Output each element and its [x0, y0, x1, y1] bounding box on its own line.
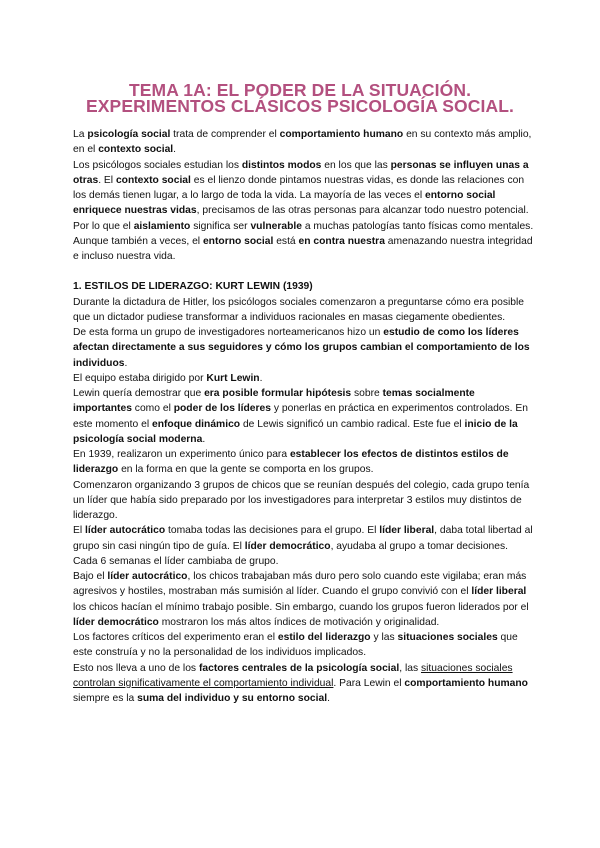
document-body	[73, 127, 535, 706]
text-run: en la forma en que la gente se comporta en los grupos.	[118, 464, 374, 476]
text-run: El equipo estaba dirigido por	[73, 372, 207, 384]
text-run: .	[327, 693, 330, 704]
bold-term: en contra nuestra	[298, 235, 385, 247]
text-run: De esta forma un grupo de investigadores norteamericanos hizo un	[73, 327, 384, 338]
bold-term: líder liberal	[379, 525, 435, 537]
bold-term: temas socialmente importantes	[73, 388, 475, 415]
text-run: siempre es la	[73, 693, 138, 704]
text-run: Los factores críticos del experimento eran el	[73, 632, 278, 643]
bold-term: personas se influyen unas a otras	[73, 159, 529, 186]
text-run: en los que las	[321, 159, 391, 171]
text-run: .	[259, 372, 263, 384]
text-run: El	[73, 525, 86, 537]
bold-term: estudio de como los líderes afectan directamente a sus seguidores y cómo los grupos cambian el comportamiento de los individuos	[73, 327, 530, 369]
text-run: sobre	[351, 388, 383, 399]
text-run: .	[124, 357, 128, 369]
bold-term: líder autocrático	[85, 525, 166, 537]
bold-term: comportamiento humano	[279, 129, 404, 140]
bold-term: vulnerable	[250, 220, 302, 232]
document-title-line-2: EXPERIMENTOS CLÁSICOS PSICOLOGÍA SOCIAL.	[86, 96, 514, 116]
text-run: , precisamos de las otras personas para alcanzar todo nuestro potencial. Por lo que el	[73, 205, 529, 232]
intro-paragraph-3	[73, 234, 535, 265]
text-run: está	[273, 235, 299, 247]
text-run: . El	[98, 174, 116, 186]
bold-term: situaciones sociales	[397, 632, 498, 643]
bold-term: poder de los líderes	[173, 403, 271, 415]
bold-term: era posible formular hipótesis	[204, 388, 352, 399]
bold-term: psicología social	[87, 129, 171, 140]
bold-term: entorno social	[202, 235, 274, 247]
text-run: Bajo el	[73, 571, 108, 582]
text-run: En 1939, realizaron un experimento único para	[73, 449, 290, 460]
text-run: y ponerlas en práctica en experimentos controlados. En este momento el	[73, 403, 528, 430]
bold-term: comportamiento humano	[404, 677, 528, 689]
document-title-line-1: TEMA 1A: EL PODER DE LA SITUACIÓN.	[128, 80, 472, 100]
text-run: La	[73, 129, 88, 140]
bold-term: contexto social	[115, 174, 191, 186]
bold-term: Kurt Lewin	[206, 372, 260, 384]
intro-paragraph-2	[73, 158, 535, 234]
text-run: Durante la dictadura de Hitler, los psicólogos sociales comenzaron a preguntarse cómo era posible que un dictador pudiese transformar a individuos racionales en masas ciegamente obedientes.	[73, 296, 525, 323]
text-run: Comenzaron organizando 3 grupos de chicos que se reunían después del colegio, cada grupo tenía un líder que había sido preparado por los investigadores para interpretar 3 estilos muy distintos de liderazgo.	[73, 479, 530, 521]
section-paragraph-9	[73, 630, 535, 661]
bold-term: establecer los efectos de distintos estilos de liderazgo	[73, 449, 509, 476]
bold-term: estilo del liderazgo	[277, 632, 371, 643]
text-run: de Lewis significó un cambio radical. Este fue el	[240, 418, 465, 430]
text-run: y las	[370, 632, 398, 643]
text-run: en su contexto más amplio, en el	[73, 129, 532, 156]
section-paragraph-4	[73, 386, 535, 447]
text-run: es el lienzo donde pintamos nuestras vidas, es donde las relaciones con los demás tienen lugar, a lo largo de toda la vida. La mayoría de las veces el	[73, 174, 525, 201]
bold-term: factores centrales de la psicología social	[198, 662, 400, 674]
bold-term: líder liberal	[471, 586, 527, 598]
bold-term: aislamiento	[133, 220, 191, 232]
text-run: los chicos hacían el mínimo trabajo posible. Sin embargo, cuando los grupos fueron liderados por el	[73, 601, 529, 613]
section-paragraph-7	[73, 523, 535, 569]
bold-term: inicio de la psicología social moderna	[73, 418, 518, 445]
bold-term: enfoque dinámico	[151, 418, 241, 430]
text-run: Lewin quería demostrar que	[73, 388, 205, 399]
text-run: . Para Lewin el	[333, 677, 405, 689]
text-run: amenazando nuestra integridad e incluso nuestra vida.	[73, 235, 533, 262]
text-run: mostraron los más altos índices de motivación y originalidad.	[158, 616, 440, 628]
bold-term: suma del individuo y su entorno social	[137, 693, 328, 704]
bold-term: distintos modos	[241, 159, 322, 171]
text-run: tomaba todas las decisiones para el grupo. El	[165, 525, 380, 537]
bold-term: contexto social	[98, 144, 174, 156]
text-run: , las	[399, 662, 421, 674]
text-run: significa ser	[190, 220, 251, 232]
text-run: , daba total libertad al grupo sin casi ningún tipo de guía. El	[73, 525, 533, 552]
text-run: Aunque también a veces, el	[73, 235, 203, 247]
section-paragraph-8	[73, 569, 535, 630]
section-paragraph-5	[73, 447, 535, 478]
section-paragraph-10	[73, 661, 535, 707]
section-paragraph-2	[73, 325, 535, 371]
text-run: trata de comprender el	[170, 129, 280, 140]
bold-term: líder autocrático	[107, 571, 188, 582]
bold-term: líder democrático	[73, 616, 159, 628]
intro-paragraph-1	[73, 127, 535, 158]
text-run: , ayudaba al grupo a tomar decisiones. Cada 6 semanas el líder cambiaba de grupo.	[73, 540, 509, 567]
text-run: Los psicólogos sociales estudian los	[73, 159, 242, 171]
underlined-phrase: situaciones sociales controlan significativamente el comportamiento individual	[73, 662, 513, 689]
section-paragraph-1	[73, 295, 535, 326]
section-heading: 1. ESTILOS DE LIDERAZGO: KURT LEWIN (1939)	[73, 281, 313, 293]
text-run: Esto nos lleva a uno de los	[73, 662, 199, 674]
text-run: .	[202, 433, 206, 445]
bold-term: líder democrático	[244, 540, 331, 552]
text-run: a muchas patologías tanto físicas como mentales.	[301, 220, 534, 232]
section-paragraph-3	[73, 371, 535, 386]
text-run: como el	[131, 403, 174, 415]
text-run: que este construía y no la personalidad de los individuos implicados.	[73, 632, 518, 659]
section-paragraph-6	[73, 478, 535, 524]
text-run: .	[173, 144, 177, 156]
text-run: , los chicos trabajaban más duro pero solo cuando este vigilaba; eran más agresivos y hostiles, mostraban más sumisión al líder. Cuando el grupo convivió con el	[73, 571, 527, 598]
bold-term: entorno social enriquece nuestras vidas	[73, 190, 496, 217]
